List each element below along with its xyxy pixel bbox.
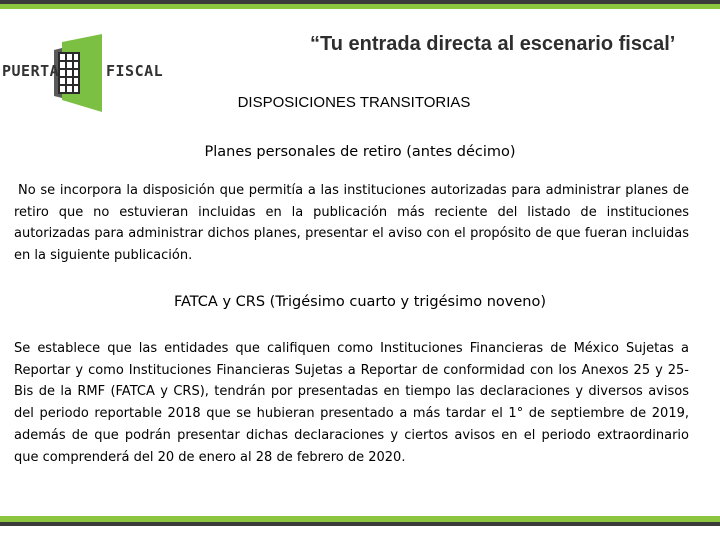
top-border-green	[0, 4, 720, 9]
bottom-border	[0, 516, 720, 530]
section2-heading: FATCA y CRS (Trigésimo cuarto y trigésimo noveno)	[174, 294, 546, 310]
bottom-border-dark	[0, 522, 720, 526]
section1-heading: Planes personales de retiro (antes décimo)	[204, 144, 516, 160]
top-border	[0, 0, 720, 10]
slogan: “Tu entrada directa al escenario fiscal’	[310, 33, 676, 55]
section2-body: Se establece que las entidades que califiquen como Instituciones Financieras de México Sujetas a Reportar y como Instituciones Financieras Sujetas a Reportar de conformidad con los Anexos 25 y 25-Bis de la RMF (FATCA y CRS), tendrán por presentadas en tiempo las declaraciones y diversos avisos del periodo reportable 2018 que se hubieran presentado a más tardar el 1° de septiembre de 2019, además de que podrán presentar dichas declaraciones y ciertos avisos en el periodo extraordinario que comprenderá del 20 de enero al 28 de febrero de 2020.	[14, 341, 689, 465]
logo-text-fiscal: FISCAL	[106, 62, 164, 80]
logo-text-puerta: PUERTA	[2, 62, 60, 80]
document-title-text: DISPOSICIONES TRANSITORIAS	[237, 94, 471, 111]
section1-body: No se incorpora la disposición que permitía a las instituciones autorizadas para administrar planes de retiro que no estuvieran incluidas en la publicación más reciente del listado de instituciones autorizadas para administrar dichos planes, presentar el aviso con el propósito de que fueran incluidas en la siguiente publicación.	[14, 183, 689, 264]
document-title	[0, 94, 720, 111]
